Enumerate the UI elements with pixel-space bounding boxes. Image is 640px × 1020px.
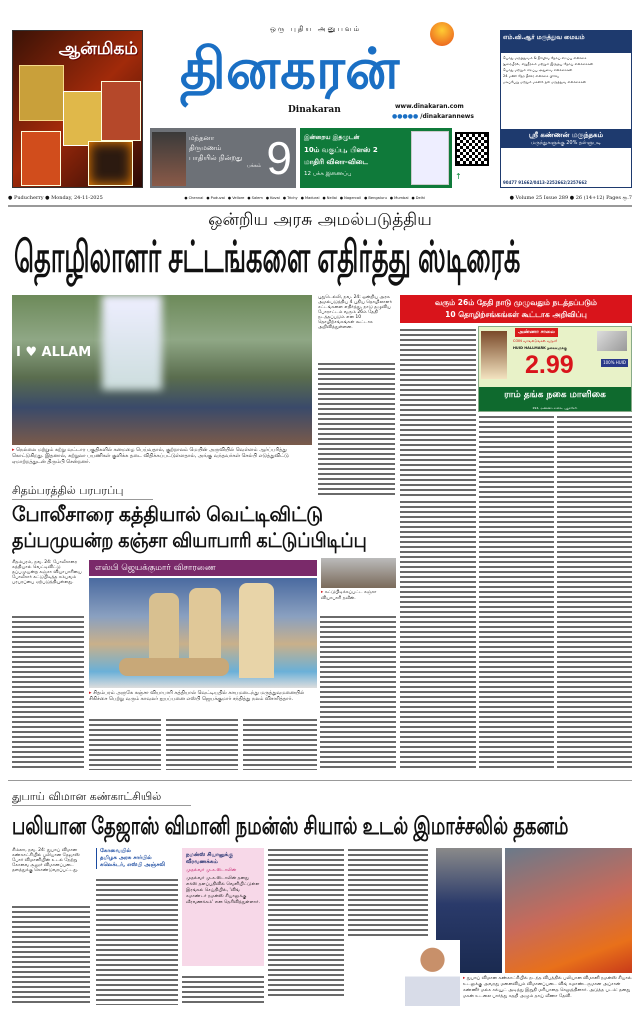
social-icons: ●●●●● — [392, 113, 421, 120]
story2-headline-1[interactable]: போலீசாரை கத்தியால் வெட்டிவிட்டு — [12, 504, 324, 526]
qr-arrow-icon: ↑ — [455, 172, 462, 181]
tribute-title: வீரவணக்கம் — [186, 859, 218, 865]
silver-bars — [597, 331, 627, 351]
tribute-text: முதல்வர் மு.க.ஸ்டாலின் தனது எக்ஸ் தளப்பதிவில் வெளியிட்டுள்ள இரங்கல் செய்தியில், 'விங் கமாண்டர் நமன்ஸ் சியாலுக்கு வீரவணக்கம்' என தெரிவித்துள்ளார். — [186, 876, 260, 905]
story2-headline-2[interactable]: தப்பமுயன்ற கஞ்சா வியாபாரி கட்டுப்பிடிப்பு — [12, 530, 367, 552]
phone-number: 90477 91662/0413-2252662/2257662 — [503, 180, 587, 185]
lead-body-column — [557, 415, 632, 770]
pharmacy-name: ஸ்ரீ கண்ணன் மருந்தகம் — [528, 131, 604, 139]
logo-sun — [430, 22, 454, 46]
teaser-page-number: 9 — [266, 132, 292, 184]
red-box-line: வரும் 26ம் தேதி நாடு முழுவதும் நடத்தப்படும் — [435, 298, 597, 307]
ad-store: ராம் தங்க நகை மாளிகை — [479, 387, 631, 405]
service-item: நுரையீரல், சிறுநீரகம் மற்றும் இருதய நோய் சிகிச்சைகள் — [503, 62, 594, 66]
story3-headline[interactable]: பலியான தேஜாஸ் விமானி நமன்ஸ் சியால் உடல் இமாச்சலில் தகனம் — [12, 812, 569, 840]
teaser-supplement[interactable] — [300, 128, 452, 188]
aanmigam-title: ஆன்மிகம் — [58, 39, 138, 59]
accused-caption: ▸ சுட்டுபிடிக்கப்பட்ட கஞ்சா வியாபாரி நவீன். — [321, 590, 396, 602]
story3-kicker: துபாய் விமான கண்காட்சியில் — [12, 789, 191, 806]
model-photo — [481, 331, 507, 379]
teaser-line: 10ம் வகுப்பு, பிளஸ் 2 — [304, 146, 378, 154]
ad-offer: COIN வாங்கிடுங்கள் வரும்! — [513, 339, 558, 343]
teaser-page-label: பக்கம் — [246, 163, 261, 169]
teaser-line: மாதிரி வினா-விடை — [304, 158, 368, 166]
social-handle-text: /dinakarannews — [420, 113, 474, 120]
lead-red-box — [400, 295, 632, 323]
photo-sign: I ♥ ALLAM — [16, 345, 92, 360]
dateline: ● Puducherry ● Monday, 24-11-2025 ● Chennai ● Puduvai ● Vellore ● Salem ● Kovai ● Trichy ● Madurai ● Nellai ● Nagercoil ● Bengaluru ● Mumbai ● Delhi ● Volume 25 Issue 289 ● 26 (14+12) Pages ரூ.7 — [8, 195, 632, 207]
teaser-line: 12 பக்க இணைப்பு — [304, 171, 352, 177]
lead-kicker: ஒன்றிய அரசு அமல்படுத்திய — [208, 210, 432, 230]
lead-body-column — [400, 328, 476, 498]
tribute-box — [182, 848, 264, 966]
left-ad-aanmigam — [12, 30, 143, 188]
story2-subhead: எஸ்பி ஜெயக்குமார் விசாரணை — [89, 560, 317, 576]
service-item: 24 மணி நேர தீவிர சிகிச்சை பிரிவு — [503, 74, 559, 78]
ad-price: 2.99 — [525, 351, 574, 379]
teaser-line: இன்றைய இதழுடன் — [304, 134, 360, 141]
lead-body-column — [479, 415, 554, 770]
lead-body-column — [318, 362, 395, 497]
story3-body-column — [96, 878, 178, 1005]
story2-kicker: சிதம்பரத்தில் பரபரப்பு — [12, 483, 153, 500]
teaser-photo — [152, 132, 186, 186]
logo-english: Dinakaran — [288, 105, 341, 115]
pilot-portrait — [405, 940, 460, 1006]
accused-photo — [321, 558, 396, 588]
right-ad-mvr — [500, 30, 632, 188]
waterfall-photo — [12, 295, 312, 445]
box-line: தமிழக அரசு சார்பில் — [100, 855, 152, 861]
section-divider — [8, 780, 632, 781]
hospital-photo — [89, 578, 317, 688]
waterfall-caption: ▸ நெல்லை மற்றும் கற்று வட்டார பகுதிகளில் கனமழை பெய்வதால், குற்றாலம் மெயின் அருவியில் வெள்ளம் ஆர்ப்பரித்து கொட்டுகிறது. இதனால், சுற்றுலா பயணிகள் குளிக்க தடை விதிக்கப்பட்டுள்ளதால், அங்கு வந்தவர்கள் செல்பி எடுத்துவிட்டு ஏமாற்றத்துடன் திரும்பி சென்றனர். — [12, 447, 312, 465]
box-line: கலெக்டர், எஸ்பி அஞ்சலி — [100, 862, 165, 868]
city-kovai[interactable]: ● Kovai — [265, 196, 280, 200]
ad-address: 294, அண்ணா சாலை, புதுச்சேரி. — [479, 405, 631, 411]
story2-body-lead: சிதம்பரம், நவ. 24: போலீசாரை கத்தியால் வெட்டிவிட்டு தப்பமுயன்ற கஞ்சா வியாபாரியை போலீசார் சுட்டுபிடித்த சம்பவம் பரபரப்பை ஏற்படுத்தியுள்ளது. — [12, 560, 84, 585]
mvr-title: எம்.வி.ஆர் மருத்துவ மையம் — [501, 31, 631, 53]
coimbatore-box — [96, 848, 178, 869]
city-delhi[interactable]: ● Delhi — [411, 196, 426, 200]
hospital-caption: ▸ சிதம்பரம் அருகே கஞ்சா வியாபாரி கத்தியால் வெட்டியதில் காயமடைந்து மருத்துவமனையில் சிகிச்சை பெற்று வரும் காவலர் ஐயப்பனை எஸ்பி ஜெயக்குமார் சந்தித்து நலம் விசாரித்தார். — [89, 690, 317, 702]
city-puduvai[interactable]: ● Puduvai — [206, 196, 225, 200]
tribute-byline: முதல்வர் மு.க.ஸ்டாலின் — [186, 868, 237, 873]
teaser-mandana[interactable] — [150, 128, 296, 188]
city-madurai[interactable]: ● Madurai — [300, 196, 320, 200]
ad-tag: 100% HUID — [603, 360, 626, 365]
jewellery-ad[interactable] — [478, 326, 632, 412]
tribute-title: நமன்ஸ் சியாலுக்கு — [186, 852, 234, 858]
story3-body-column — [268, 848, 344, 998]
date: Monday, 24-11-2025 — [51, 195, 103, 201]
dinakaran-logo[interactable]: தினகரன் — [180, 37, 400, 100]
service-item: பொது மற்றும் சிறப்பு அறுவை சிகிச்சைகள் — [503, 68, 573, 72]
story3-body-column — [12, 905, 90, 1005]
lead-body-lead: புதுடெல்லி, நவ. 24: ஒன்றிய அரசு அமல்படுத்திய 4 புதிய தொழிலாளர் சட்டங்களை எதிர்த்து, நாடு தழுவிய போராட்டம் வரும் 26ம் தேதி நடத்தப்படும் என 10 தொழிற்சங்கங்கள் கூட்டாக அறிவித்துள்ளன. — [318, 295, 395, 330]
teaser-line: மந்தனா — [189, 134, 215, 142]
box-line: கோவையில் — [100, 848, 131, 854]
volume: Volume 25 Issue 289 — [515, 195, 569, 201]
city-salem[interactable]: ● Salem — [247, 196, 263, 200]
city-bengaluru[interactable]: ● Bengaluru — [364, 196, 387, 200]
supplement-thumbnail — [411, 131, 449, 185]
lead-headline[interactable]: தொழிலாளர் சட்டங்களை எதிர்த்து ஸ்டிரைக் — [14, 232, 521, 281]
city-nellai[interactable]: ● Nellai — [322, 196, 337, 200]
story3-body-column — [348, 848, 428, 938]
story2-body-column — [12, 615, 84, 770]
ad-hallmark: HUID HALLMARK நகைகளுக்கு — [513, 346, 567, 350]
service-item: மகப்பேறு மற்றும் மகளிர் நல மருத்துவ சிகிச்சைகள் — [503, 80, 587, 84]
story3-body-column — [182, 975, 264, 1005]
qr-code[interactable] — [455, 132, 489, 166]
mourning-photo — [505, 848, 632, 973]
city-nagercoil[interactable]: ● Nagercoil — [339, 196, 362, 200]
service-item: பொது மருத்துவம் & நீரிழிவு நோய் சிறப்பு சிகிச்சை — [503, 56, 587, 60]
story2-body-column — [166, 718, 238, 770]
city-list — [184, 195, 428, 202]
city-trichy[interactable]: ● Trichy — [282, 196, 298, 200]
ad-brand: அண்ணா சாலை — [515, 328, 558, 337]
red-box-line: 10 தொழிற்சங்கங்கள் கூட்டாக அறிவிப்பு — [445, 310, 587, 319]
pages-price: 26 (14+12) Pages ரூ.7 — [575, 195, 632, 201]
website-link[interactable]: www.dinakaran.com — [395, 103, 464, 110]
city-chennai[interactable]: ● Chennai — [184, 196, 204, 200]
city-mumbai[interactable]: ● Mumbai — [389, 196, 409, 200]
teaser-line: திருமணம் — [189, 144, 222, 152]
story3-caption: ▸ துபாய் விமான கண்காட்சியில் நடந்த விபத்தில் பலியான விமானி நமன்ஸ் சியால் உடலுக்கு அவரது மனைவியும் விமானப்படை விங் கமாண்டருமான அப்சான் கண்ணீர் மல்க சல்யூட் அடித்து இறுதி மரியாதை செலுத்தினார். அடுத்த படம்: தனது மகன் உடலை பார்த்து கதறி அழும் தாய் வீணா தேவி. — [463, 976, 633, 1000]
story3-body-lead: சிம்லா, நவ. 24: துபாய் விமான கண்காட்சியில் பலியான தேஜாஸ் போர் விமானியின் உடல் நேற்று கோவை சூலூர் விமானப்படை தளத்துக்கு கொண்டுவரப்பட்டது. — [12, 848, 90, 873]
teaser-line: பாதியில் நின்றது — [189, 154, 243, 162]
tagline: ஒரு புதிய அனுபவம் — [270, 25, 362, 33]
social-handle[interactable] — [392, 113, 474, 121]
story2-body-column — [243, 718, 317, 770]
lead-body-column — [400, 500, 476, 770]
city-vellore[interactable]: ● Vellore — [227, 196, 245, 200]
edition: Puducherry — [13, 195, 44, 201]
lead-body-column — [320, 615, 396, 770]
story2-body-column — [89, 718, 161, 770]
pharmacy-discount: மருந்துகளுக்கு 20% தள்ளுபடி — [531, 140, 601, 146]
